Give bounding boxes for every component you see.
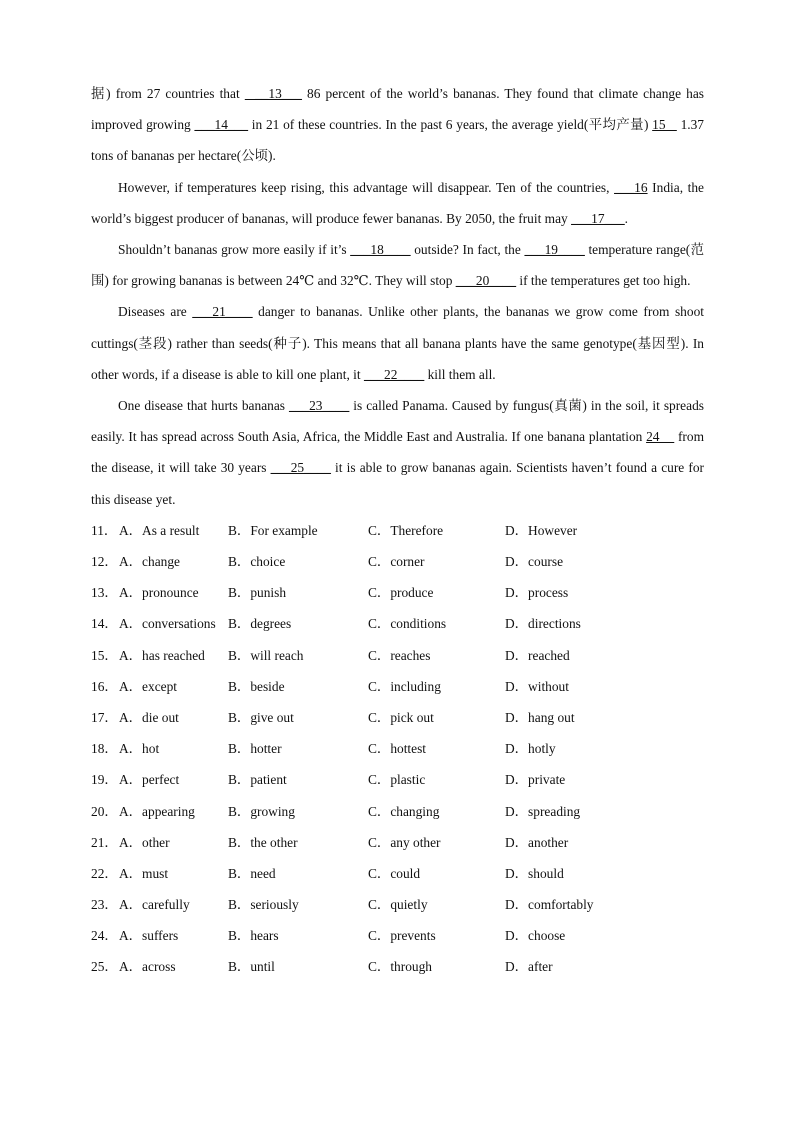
question-row <box>91 858 704 889</box>
answer-blank: ___14___ <box>194 117 249 133</box>
option-c: C．conditions <box>368 616 447 632</box>
option-c: C．corner <box>368 554 425 570</box>
option-b: B．degrees <box>228 616 292 632</box>
option-d: D．private <box>505 772 566 788</box>
question-row <box>91 733 704 764</box>
question-row <box>91 764 704 795</box>
option-c: C．plastic <box>368 772 426 788</box>
option-b: B．patient <box>228 772 287 788</box>
question-number: 23． <box>91 897 118 913</box>
question-number: 18． <box>91 741 118 757</box>
question-number: 24． <box>91 928 118 944</box>
option-d: D．should <box>505 865 564 881</box>
option-b: B．For example <box>228 522 318 538</box>
question-row <box>91 827 704 858</box>
passage-text: 1.37 tons of bananas per hectare(公顷). <box>91 117 705 164</box>
passage-paragraph-5 <box>91 390 704 515</box>
question-row <box>91 546 704 577</box>
answer-blank: ___19____ <box>524 242 585 258</box>
option-d: D．course <box>505 554 564 570</box>
question-row <box>91 920 704 951</box>
option-d: D．hotly <box>505 741 556 757</box>
question-row <box>91 702 704 733</box>
question-row <box>91 577 704 608</box>
question-row <box>91 608 704 639</box>
passage-text: Shouldn’t bananas grow more easily if it’s <box>118 242 351 258</box>
passage-text: if the temperatures get too high. <box>516 273 691 289</box>
question-number: 22． <box>91 865 118 881</box>
option-b: B．hotter <box>228 741 282 757</box>
option-a: A．pronounce <box>119 585 199 601</box>
option-b: B．until <box>228 959 275 975</box>
option-c: C．quietly <box>368 897 428 913</box>
option-a: A．suffers <box>119 928 179 944</box>
option-a: A．other <box>119 834 170 850</box>
passage-text: in 21 of these countries. In the past 6 years, the average yield(平均产量) <box>248 117 653 133</box>
answer-blank: ___18____ <box>350 242 411 258</box>
option-a: A．conversations <box>119 616 216 632</box>
option-c: C．prevents <box>368 928 436 944</box>
option-d: D．However <box>505 522 578 538</box>
question-number: 11． <box>91 522 118 538</box>
option-b: B．growing <box>228 803 295 819</box>
passage-text: is called Panama. Caused by fungus(真菌) in the soil, it spreads easily. It has spread across South Asia, Africa, the Middle East and Australia. If one banana plantation <box>91 398 704 445</box>
option-d: D．after <box>505 959 553 975</box>
option-c: C．including <box>368 678 441 694</box>
answer-blank: __13___ <box>244 86 302 101</box>
option-a: A．across <box>119 959 176 975</box>
document-page <box>91 78 704 983</box>
answer-blank: ___17___ <box>571 210 625 226</box>
passage-paragraph-3 <box>91 234 704 296</box>
option-d: D．spreading <box>505 803 581 819</box>
passage-text: kill them all. <box>424 366 496 382</box>
question-row <box>91 640 704 671</box>
question-number: 17． <box>91 709 118 725</box>
passage-paragraph-4 <box>91 296 704 390</box>
question-number: 21． <box>91 834 118 850</box>
option-a: A．change <box>119 554 180 570</box>
answer-blank: 24 <box>646 429 675 445</box>
passage-text: temperature range(范围) for growing bananas is between 24℃ and 32℃. They will stop <box>91 242 704 289</box>
answer-blank: ___21____ <box>192 304 253 320</box>
option-d: D．reached <box>505 647 570 663</box>
option-c: C．through <box>368 959 432 975</box>
option-b: B．choice <box>228 554 286 570</box>
passage-text: Diseases are <box>118 304 193 320</box>
option-b: B．give out <box>228 709 294 725</box>
option-c: C．could <box>368 865 421 881</box>
option-c: C．Therefore <box>368 522 444 538</box>
question-number: 12． <box>91 554 118 570</box>
question-row <box>91 796 704 827</box>
option-c: C．produce <box>368 585 434 601</box>
passage-paragraph-1 <box>91 78 704 172</box>
question-row <box>91 951 704 982</box>
option-a: A．hot <box>119 741 160 757</box>
option-a: A．except <box>119 678 178 694</box>
option-a: A．must <box>119 865 169 881</box>
option-d: D．without <box>505 678 569 694</box>
option-b: B．beside <box>228 678 285 694</box>
passage-text: outside? In fact, the <box>410 242 525 258</box>
passage-paragraph-2 <box>91 172 704 234</box>
answer-blank: 15 <box>652 117 677 133</box>
passage-text: However, if temperatures keep rising, this advantage will disappear. Ten of the countries, <box>118 179 615 195</box>
option-c: C．reaches <box>368 647 431 663</box>
option-d: D．comfortably <box>505 897 594 913</box>
passage-text: India, the world’s biggest producer of bananas, will produce fewer bananas. By 2050, the fruit may <box>91 179 704 226</box>
option-c: C．hottest <box>368 741 427 757</box>
answer-blank: ___16 <box>614 179 648 195</box>
question-row <box>91 671 704 702</box>
question-number: 19． <box>91 772 118 788</box>
question-row <box>91 515 704 546</box>
option-a: A．die out <box>119 709 179 725</box>
option-a: A．perfect <box>119 772 180 788</box>
option-b: B．the other <box>228 834 298 850</box>
option-d: D．choose <box>505 928 566 944</box>
option-b: B．seriously <box>228 897 299 913</box>
option-b: B．punish <box>228 585 287 601</box>
option-b: B．will reach <box>228 647 304 663</box>
answer-blank: ___25____ <box>270 460 331 476</box>
question-options-list <box>91 515 704 983</box>
option-d: D．directions <box>505 616 581 632</box>
passage <box>91 78 704 515</box>
option-c: C．any other <box>368 834 441 850</box>
option-d: D．another <box>505 834 569 850</box>
question-number: 14． <box>91 616 118 632</box>
option-a: A．As a result <box>119 522 200 538</box>
option-a: A．carefully <box>119 897 190 913</box>
option-d: D．hang out <box>505 709 575 725</box>
passage-text: . <box>624 210 628 226</box>
passage-text: from the disease, it will take 30 years <box>91 429 704 476</box>
option-d: D．process <box>505 585 569 601</box>
option-a: A．appearing <box>119 803 195 819</box>
passage-text: it is able to grow bananas again. Scientists haven’t found a cure for this disease yet. <box>91 460 705 507</box>
question-number: 13． <box>91 585 118 601</box>
answer-blank: ___23____ <box>289 398 350 414</box>
passage-text: One disease that hurts bananas <box>118 398 289 414</box>
option-b: B．need <box>228 865 276 881</box>
question-number: 15． <box>91 647 118 663</box>
question-number: 25． <box>91 959 118 975</box>
question-number: 16． <box>91 678 118 694</box>
option-b: B．hears <box>228 928 279 944</box>
answer-blank: ___22____ <box>363 366 425 382</box>
passage-text: 据) from 27 countries that <box>91 86 245 101</box>
question-row <box>91 889 704 920</box>
passage-text: 86 percent of the world’s bananas. They found that climate change has improved growing <box>91 86 705 133</box>
option-c: C．pick out <box>368 709 434 725</box>
answer-blank: ___20____ <box>455 273 517 289</box>
option-c: C．changing <box>368 803 440 819</box>
passage-text: danger to bananas. Unlike other plants, the bananas we grow come from shoot cuttings(茎段) rather than seeds(种子). This means that all banana plants have the same genotype(基因型). In other words, if a disease is able to kill one plant, it <box>91 304 704 382</box>
option-a: A．has reached <box>119 647 205 663</box>
question-number: 20． <box>91 803 118 819</box>
